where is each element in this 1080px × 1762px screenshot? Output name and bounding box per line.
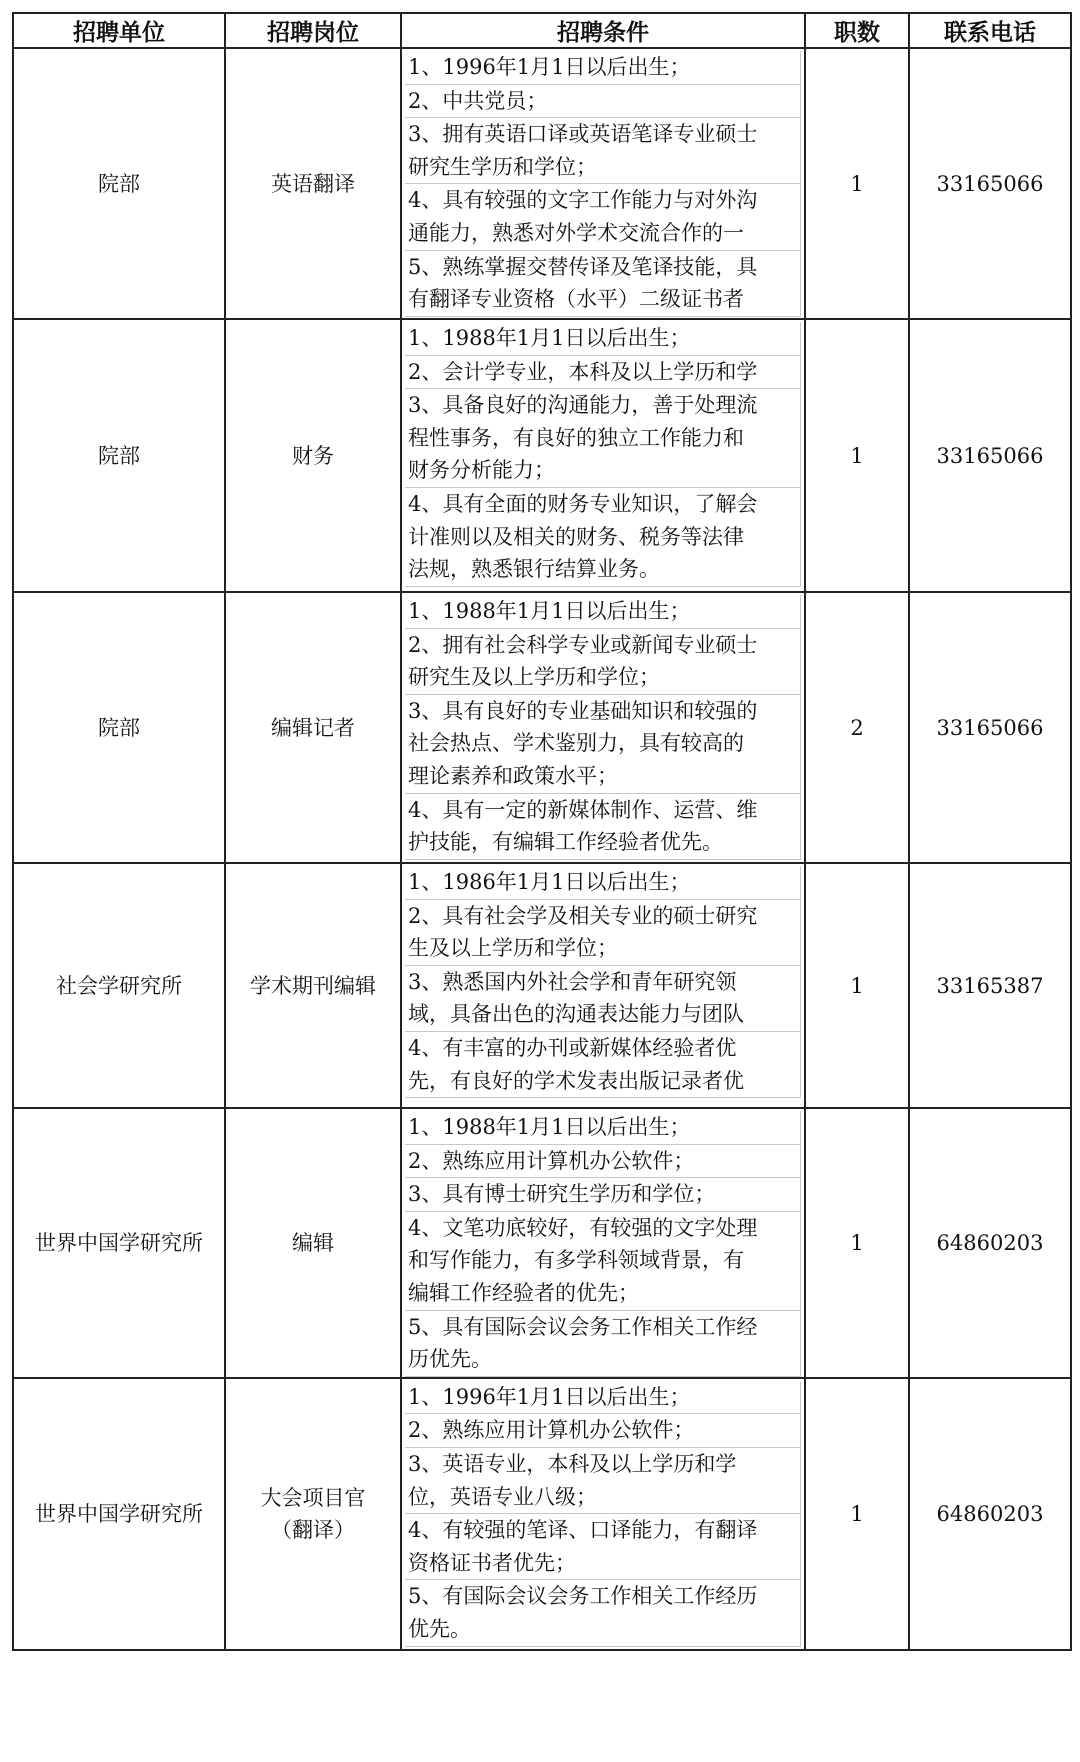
requirement-line: 先，有良好的学术发表出版记录者优 — [408, 1068, 744, 1093]
table-row — [13, 1108, 1071, 1378]
requirement-line: 2、会计学专业，本科及以上学历和学 — [408, 359, 758, 384]
cell-unit: 社会学研究所 — [13, 863, 225, 1108]
table-row — [13, 48, 1071, 319]
requirement-item — [405, 595, 801, 629]
requirement-line: 2、拥有社会科学专业或新闻专业硕士 — [408, 632, 758, 657]
requirement-line: 研究生及以上学历和学位； — [408, 665, 660, 690]
requirement-line: 1、1996年1月1日以后出生； — [408, 55, 691, 79]
requirement-line: 5、有国际会议会务工作相关工作经历 — [408, 1584, 758, 1609]
requirement-line: 2、熟练应用计算机办公软件； — [408, 1148, 695, 1173]
requirement-line: 5、具有国际会议会务工作相关工作经 — [408, 1314, 758, 1339]
requirement-line: 4、具有较强的文字工作能力与对外沟 — [408, 188, 758, 213]
requirement-item — [405, 966, 801, 1032]
cell-requirements — [401, 592, 805, 863]
requirement-line: 财务分析能力； — [408, 458, 555, 483]
cell-count: 1 — [805, 48, 909, 319]
table-row — [13, 1378, 1071, 1650]
cell-count: 1 — [805, 1378, 909, 1650]
requirement-line: 4、有较强的笔译、口译能力，有翻译 — [408, 1518, 758, 1543]
cell-count: 1 — [805, 319, 909, 592]
requirement-line: 法规，熟悉银行结算业务。 — [408, 557, 660, 582]
requirement-line: 2、熟练应用计算机办公软件； — [408, 1418, 695, 1443]
cell-unit: 院部 — [13, 48, 225, 319]
cell-post: 英语翻译 — [225, 48, 401, 319]
requirement-line: 4、文笔功底较好，有较强的文字处理 — [408, 1215, 758, 1240]
cell-post: 财务 — [225, 319, 401, 592]
table-row — [13, 863, 1071, 1108]
header-requirements: 招聘条件 — [401, 13, 805, 48]
header-count: 职数 — [805, 13, 909, 48]
requirement-item — [405, 1178, 801, 1212]
cell-unit: 院部 — [13, 592, 225, 863]
cell-phone: 33165066 — [909, 48, 1071, 319]
header-phone: 联系电话 — [909, 13, 1071, 48]
requirement-item — [405, 1145, 801, 1179]
cell-unit: 世界中国学研究所 — [13, 1378, 225, 1650]
requirement-line: 理论素养和政策水平； — [408, 763, 618, 788]
requirement-line: 3、英语专业，本科及以上学历和学 — [408, 1451, 737, 1476]
requirement-line: 通能力，熟悉对外学术交流合作的一 — [408, 220, 744, 245]
requirement-line: 域，具备出色的沟通表达能力与团队 — [408, 1002, 744, 1027]
cell-count: 1 — [805, 863, 909, 1108]
requirement-line: 3、拥有英语口译或英语笔译专业硕士 — [408, 122, 758, 147]
requirement-item — [405, 118, 801, 184]
cell-post-line2: （翻译） — [271, 1517, 355, 1542]
requirement-line: 有翻译专业资格（水平）二级证书者 — [408, 287, 744, 312]
cell-post: 编辑记者 — [225, 592, 401, 863]
cell-post: 编辑 — [225, 1108, 401, 1378]
requirement-line: 2、具有社会学及相关专业的硕士研究 — [408, 903, 758, 928]
requirement-line: 计准则以及相关的财务、税务等法律 — [408, 524, 744, 549]
requirement-item — [405, 251, 801, 317]
requirement-line: 5、熟练掌握交替传译及笔译技能，具 — [408, 254, 758, 279]
table-row — [13, 592, 1071, 863]
requirement-item — [405, 1032, 801, 1098]
cell-count: 1 — [805, 1108, 909, 1378]
cell-phone: 64860203 — [909, 1108, 1071, 1378]
requirement-line: 1、1988年1月1日以后出生； — [408, 599, 691, 623]
requirement-line: 2、中共党员； — [408, 88, 548, 113]
requirement-item — [405, 866, 801, 900]
requirement-line: 优先。 — [408, 1616, 471, 1641]
requirement-item — [405, 322, 801, 356]
requirement-item — [405, 629, 801, 695]
cell-post: 学术期刊编辑 — [225, 863, 401, 1108]
recruitment-table — [12, 12, 1072, 1651]
cell-phone: 33165387 — [909, 863, 1071, 1108]
requirement-item — [405, 794, 801, 860]
requirement-line: 1、1988年1月1日以后出生； — [408, 326, 691, 350]
requirement-line: 和写作能力，有多学科领域背景，有 — [408, 1248, 744, 1273]
requirement-item — [405, 356, 801, 390]
requirement-item — [405, 1381, 801, 1415]
requirement-item — [405, 1311, 801, 1377]
requirement-line: 4、有丰富的办刊或新媒体经验者优 — [408, 1035, 737, 1060]
cell-count: 2 — [805, 592, 909, 863]
header-row — [13, 13, 1071, 48]
requirement-line: 位，英语专业八级； — [408, 1484, 597, 1509]
requirement-line: 3、具有良好的专业基础知识和较强的 — [408, 698, 758, 723]
requirement-item — [405, 1580, 801, 1646]
requirement-line: 3、具有博士研究生学历和学位； — [408, 1182, 716, 1207]
requirement-line: 历优先。 — [408, 1347, 492, 1372]
cell-requirements — [401, 319, 805, 592]
requirement-line: 编辑工作经验者的优先； — [408, 1280, 639, 1305]
requirement-line: 生及以上学历和学位； — [408, 936, 618, 961]
header-unit: 招聘单位 — [13, 13, 225, 48]
requirement-item — [405, 1111, 801, 1145]
cell-post — [225, 1378, 401, 1650]
requirement-item — [405, 695, 801, 794]
cell-requirements — [401, 48, 805, 319]
requirement-item — [405, 85, 801, 119]
cell-unit: 院部 — [13, 319, 225, 592]
requirement-line: 研究生学历和学位； — [408, 154, 597, 179]
requirement-item — [405, 1212, 801, 1311]
cell-phone: 64860203 — [909, 1378, 1071, 1650]
requirement-line: 3、具备良好的沟通能力，善于处理流 — [408, 393, 758, 418]
requirement-line: 1、1996年1月1日以后出生； — [408, 1384, 691, 1409]
requirement-line: 3、熟悉国内外社会学和青年研究领 — [408, 969, 737, 994]
requirement-item — [405, 1414, 801, 1448]
requirement-line: 程性事务，有良好的独立工作能力和 — [408, 425, 744, 450]
requirement-line: 4、具有一定的新媒体制作、运营、维 — [408, 797, 758, 822]
table-row — [13, 319, 1071, 592]
requirement-line: 资格证书者优先； — [408, 1550, 576, 1575]
requirement-line: 护技能，有编辑工作经验者优先。 — [408, 830, 723, 855]
cell-unit: 世界中国学研究所 — [13, 1108, 225, 1378]
requirement-line: 4、具有全面的财务专业知识，了解会 — [408, 491, 758, 516]
requirement-line: 1、1988年1月1日以后出生； — [408, 1115, 691, 1139]
requirement-item — [405, 488, 801, 587]
requirement-line: 社会热点、学术鉴别力，具有较高的 — [408, 731, 744, 756]
cell-requirements — [401, 863, 805, 1108]
requirement-item — [405, 1448, 801, 1514]
requirement-item — [405, 900, 801, 966]
requirement-item — [405, 184, 801, 250]
requirement-item — [405, 389, 801, 488]
cell-post-line1: 大会项目官 — [260, 1485, 366, 1510]
recruitment-table-sheet — [12, 12, 1070, 1756]
cell-phone: 33165066 — [909, 592, 1071, 863]
requirement-item — [405, 51, 801, 85]
requirement-line: 1、1986年1月1日以后出生； — [408, 870, 691, 894]
header-post: 招聘岗位 — [225, 13, 401, 48]
requirement-item — [405, 1514, 801, 1580]
cell-requirements — [401, 1108, 805, 1378]
cell-phone: 33165066 — [909, 319, 1071, 592]
cell-requirements — [401, 1378, 805, 1650]
